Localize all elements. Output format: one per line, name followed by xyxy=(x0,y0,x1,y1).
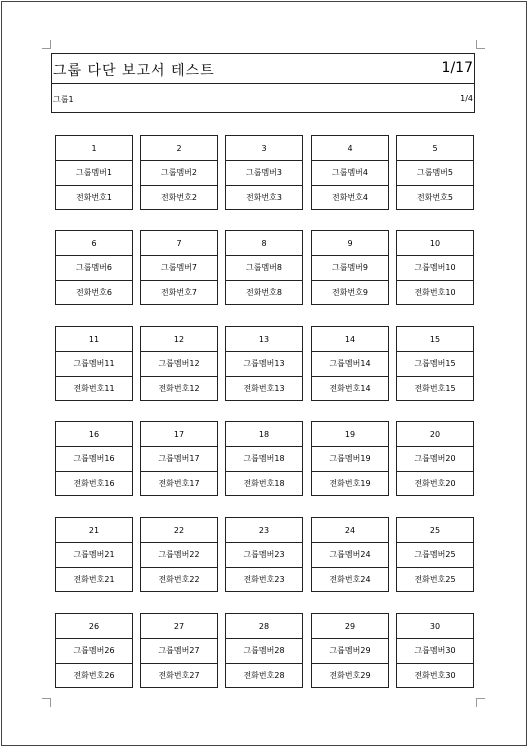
phone-number: 전화번호12 xyxy=(141,376,217,400)
member-name: 그룹멤버8 xyxy=(226,255,302,279)
member-name: 그룹멤버10 xyxy=(397,255,473,279)
member-card xyxy=(55,135,133,210)
crop-mark-top-left xyxy=(50,40,51,49)
card-number: 6 xyxy=(91,238,97,248)
member-card xyxy=(140,135,218,210)
member-card xyxy=(396,421,474,496)
member-card xyxy=(396,613,474,688)
member-name: 그룹멤버26 xyxy=(56,638,132,662)
crop-mark-bottom-right xyxy=(476,698,485,699)
member-name: 그룹멤버27 xyxy=(141,638,217,662)
phone-number: 전화번호22 xyxy=(141,567,217,591)
phone-number: 전화번호9 xyxy=(312,280,388,304)
member-name: 그룹멤버6 xyxy=(56,255,132,279)
phone-number: 전화번호1 xyxy=(56,185,132,209)
card-number: 16 xyxy=(88,429,100,439)
card-number: 9 xyxy=(347,238,353,248)
phone-number: 전화번호21 xyxy=(56,567,132,591)
member-name: 그룹멤버28 xyxy=(226,638,302,662)
phone-number: 전화번호6 xyxy=(56,280,132,304)
member-name: 그룹멤버20 xyxy=(397,446,473,470)
card-number: 22 xyxy=(173,525,185,535)
phone-number: 전화번호24 xyxy=(312,567,388,591)
card-number: 3 xyxy=(261,143,267,153)
phone-number: 전화번호20 xyxy=(397,471,473,495)
member-card xyxy=(396,230,474,305)
member-card xyxy=(396,517,474,592)
member-name: 그룹멤버25 xyxy=(397,542,473,566)
phone-number: 전화번호14 xyxy=(312,376,388,400)
card-number: 25 xyxy=(429,525,441,535)
phone-number: 전화번호10 xyxy=(397,280,473,304)
member-name: 그룹멤버4 xyxy=(312,160,388,184)
member-name: 그룹멤버16 xyxy=(56,446,132,470)
card-number: 28 xyxy=(258,621,270,631)
member-card xyxy=(140,613,218,688)
phone-number: 전화번호16 xyxy=(56,471,132,495)
member-name: 그룹멤버11 xyxy=(56,351,132,375)
member-card xyxy=(311,230,389,305)
member-card xyxy=(225,230,303,305)
member-card xyxy=(225,517,303,592)
card-number: 21 xyxy=(88,525,100,535)
member-name: 그룹멤버17 xyxy=(141,446,217,470)
member-card xyxy=(225,135,303,210)
member-card xyxy=(225,326,303,401)
member-name: 그룹멤버1 xyxy=(56,160,132,184)
member-card xyxy=(311,421,389,496)
report-title: 그룹 다단 보고서 테스트 xyxy=(53,63,215,79)
card-number: 11 xyxy=(88,334,100,344)
member-name: 그룹멤버23 xyxy=(226,542,302,566)
member-card xyxy=(225,421,303,496)
card-number: 26 xyxy=(88,621,100,631)
card-number: 1 xyxy=(91,143,97,153)
phone-number: 전화번호30 xyxy=(397,663,473,687)
member-name: 그룹멤버7 xyxy=(141,255,217,279)
card-number: 15 xyxy=(429,334,441,344)
phone-number: 전화번호17 xyxy=(141,471,217,495)
member-name: 그룹멤버18 xyxy=(226,446,302,470)
report-header xyxy=(51,53,475,113)
member-name: 그룹멤버14 xyxy=(312,351,388,375)
phone-number: 전화번호29 xyxy=(312,663,388,687)
group-name: 그룹1 xyxy=(53,95,74,104)
member-card xyxy=(55,230,133,305)
phone-number: 전화번호8 xyxy=(226,280,302,304)
phone-number: 전화번호4 xyxy=(312,185,388,209)
crop-mark-bottom-right xyxy=(476,698,477,707)
card-number: 8 xyxy=(261,238,267,248)
card-number: 18 xyxy=(258,429,270,439)
title-row xyxy=(52,54,474,84)
card-number: 12 xyxy=(173,334,185,344)
member-name: 그룹멤버15 xyxy=(397,351,473,375)
member-name: 그룹멤버22 xyxy=(141,542,217,566)
member-card xyxy=(55,326,133,401)
card-number: 5 xyxy=(432,143,438,153)
member-card xyxy=(140,517,218,592)
card-number: 4 xyxy=(347,143,353,153)
card-number: 14 xyxy=(344,334,356,344)
member-card xyxy=(311,326,389,401)
card-number: 17 xyxy=(173,429,185,439)
member-name: 그룹멤버5 xyxy=(397,160,473,184)
phone-number: 전화번호23 xyxy=(226,567,302,591)
card-number: 27 xyxy=(173,621,185,631)
member-card xyxy=(140,230,218,305)
member-name: 그룹멤버3 xyxy=(226,160,302,184)
member-name: 그룹멤버12 xyxy=(141,351,217,375)
member-name: 그룹멤버24 xyxy=(312,542,388,566)
member-name: 그룹멤버30 xyxy=(397,638,473,662)
member-name: 그룹멤버9 xyxy=(312,255,388,279)
member-name: 그룹멤버2 xyxy=(141,160,217,184)
card-number: 30 xyxy=(429,621,441,631)
phone-number: 전화번호3 xyxy=(226,185,302,209)
member-name: 그룹멤버13 xyxy=(226,351,302,375)
member-card xyxy=(396,135,474,210)
phone-number: 전화번호27 xyxy=(141,663,217,687)
phone-number: 전화번호5 xyxy=(397,185,473,209)
crop-mark-top-right xyxy=(476,40,477,49)
member-card xyxy=(225,613,303,688)
member-name: 그룹멤버21 xyxy=(56,542,132,566)
member-card xyxy=(55,613,133,688)
phone-number: 전화번호13 xyxy=(226,376,302,400)
member-card xyxy=(140,326,218,401)
group-page-number: 1/4 xyxy=(460,94,473,103)
card-number: 2 xyxy=(176,143,182,153)
member-card xyxy=(140,421,218,496)
phone-number: 전화번호2 xyxy=(141,185,217,209)
card-number: 24 xyxy=(344,525,356,535)
page-number: 1/17 xyxy=(441,60,473,76)
group-header xyxy=(52,84,474,112)
member-card xyxy=(311,135,389,210)
phone-number: 전화번호25 xyxy=(397,567,473,591)
card-number: 7 xyxy=(176,238,182,248)
phone-number: 전화번호11 xyxy=(56,376,132,400)
phone-number: 전화번호26 xyxy=(56,663,132,687)
phone-number: 전화번호28 xyxy=(226,663,302,687)
crop-mark-bottom-left xyxy=(50,698,51,707)
card-number: 10 xyxy=(429,238,441,248)
member-card xyxy=(55,421,133,496)
phone-number: 전화번호19 xyxy=(312,471,388,495)
card-number: 29 xyxy=(344,621,356,631)
phone-number: 전화번호7 xyxy=(141,280,217,304)
member-name: 그룹멤버19 xyxy=(312,446,388,470)
card-number: 19 xyxy=(344,429,356,439)
phone-number: 전화번호18 xyxy=(226,471,302,495)
crop-mark-top-right xyxy=(476,48,485,49)
card-number: 13 xyxy=(258,334,270,344)
member-card xyxy=(311,517,389,592)
member-name: 그룹멤버29 xyxy=(312,638,388,662)
member-card xyxy=(311,613,389,688)
member-card xyxy=(55,517,133,592)
card-number: 23 xyxy=(258,525,270,535)
member-card xyxy=(396,326,474,401)
card-number: 20 xyxy=(429,429,441,439)
phone-number: 전화번호15 xyxy=(397,376,473,400)
